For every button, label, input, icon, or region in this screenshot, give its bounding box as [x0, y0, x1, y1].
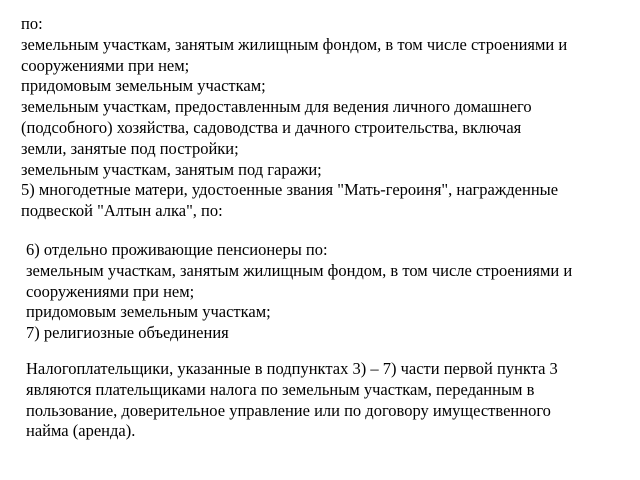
text-line: придомовым земельным участкам; — [26, 302, 271, 322]
text-line: по: — [21, 14, 43, 33]
text-line: Налогоплательщики, указанные в подпунктах 3) – 7) части первой пункта 3 — [26, 359, 558, 378]
text-line: земельным участкам, предоставленным для ведения личного домашнего — [21, 97, 532, 117]
text-block-3 — [26, 359, 558, 442]
text-block-2 — [26, 240, 572, 344]
text-block-1 — [21, 14, 567, 222]
text-line: земельным участкам, занятым жилищным фондом, в том числе строениями и — [26, 260, 573, 280]
text-line: сооружениями при нем; — [21, 55, 190, 75]
text-line: 7) религиозные объединения — [26, 323, 229, 343]
text-line: земельным участкам, занятым жилищным фондом, в том числе строениями и — [21, 34, 568, 54]
text-line: придомовым земельным участкам; — [21, 76, 266, 96]
text-line: земельным участкам, занятым под гаражи; — [21, 159, 322, 179]
text-line: 5) многодетные матери, удостоенные звания "Мать-героиня", награжденные — [21, 180, 559, 200]
text-line: (подсобного) хозяйства, садоводства и дачного строительства, включая — [21, 117, 522, 137]
text-line: земли, занятые под постройки; — [21, 138, 239, 158]
text-line: найма (аренда). — [26, 421, 136, 441]
text-line: сооружениями при нем; — [26, 281, 195, 301]
text-line: пользование, доверительное управление или по договору имущественного — [26, 400, 551, 420]
text-line: 6) отдельно проживающие пенсионеры по: — [26, 240, 328, 259]
text-line: подвеской "Алтын алка", по: — [21, 201, 223, 221]
text-line: являются плательщиками налога по земельным участкам, переданным в — [26, 379, 535, 399]
